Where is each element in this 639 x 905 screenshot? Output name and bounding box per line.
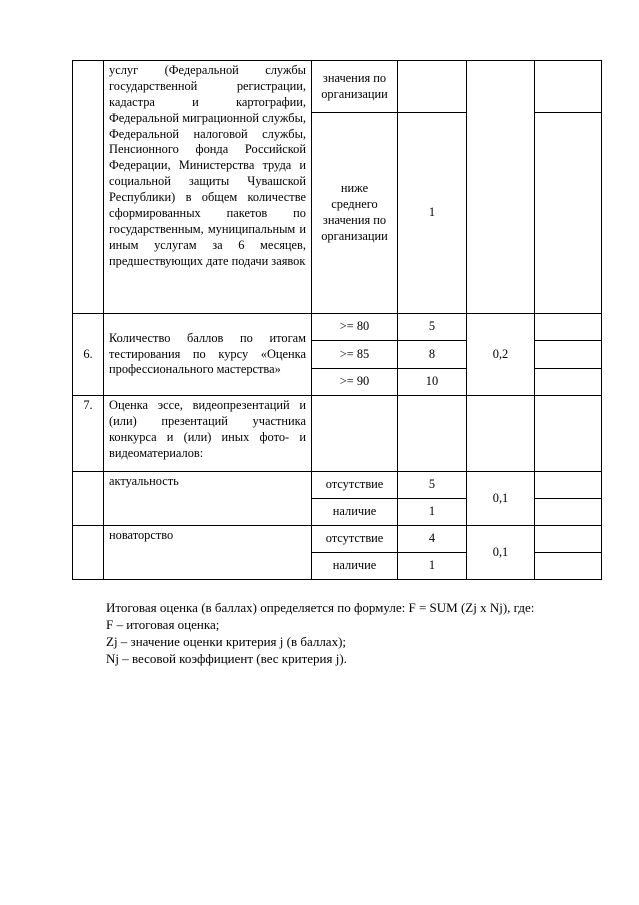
result-cell (535, 499, 602, 526)
criterion-description: Оценка эссе, видеопрезентаций и (или) презентаций участника конкурса и (или) иных фото- и видеоматериалов: (104, 396, 312, 472)
condition-cell: наличие (312, 499, 398, 526)
criteria-table (72, 60, 602, 580)
condition-cell: отсутствие (312, 472, 398, 499)
criterion-description: Количество баллов по итогам тестирования по курсу «Оценка профессионального мастерства» (104, 314, 312, 396)
criterion-description: новаторство (104, 526, 312, 580)
condition-cell: наличие (312, 553, 398, 580)
definition-line: Zj – значение оценки критерия j (в баллах); (106, 634, 347, 649)
criterion-description: услуг (Федеральной службы государственной регистрации, кадастра и картографии, Федеральной миграционной службы, Федеральной налоговой службы, Пенсионного фонда Российской Федерации, Министерства труда и социальной защиты Чувашской Республики) в общем количестве сформированных пакетов по государственным, муниципальным и иным услугам за 6 месяцев, предшествующих дате подачи заявок (104, 61, 312, 314)
definition-line: F – итоговая оценка; (106, 617, 220, 632)
condition-cell: значения по организации (312, 61, 398, 113)
formula-notes (106, 599, 586, 667)
criterion-number: 6. (73, 314, 104, 396)
result-cell (535, 472, 602, 499)
condition-cell: отсутствие (312, 526, 398, 553)
score-cell: 8 (398, 341, 467, 369)
table-row (73, 314, 602, 341)
result-cell (535, 61, 602, 113)
table-row (73, 526, 602, 553)
score-cell (398, 396, 467, 472)
weight-cell: 0,1 (467, 472, 535, 526)
score-cell: 1 (398, 553, 467, 580)
result-cell (535, 526, 602, 553)
score-cell: 1 (398, 499, 467, 526)
score-cell: 10 (398, 369, 467, 396)
condition-cell: >= 85 (312, 341, 398, 369)
table-row (73, 472, 602, 499)
score-cell (398, 61, 467, 113)
num-cell (73, 61, 104, 314)
weight-cell: 0,2 (467, 314, 535, 396)
table-row (73, 396, 602, 472)
table-row (73, 61, 602, 113)
result-cell (535, 341, 602, 369)
condition-cell (312, 396, 398, 472)
score-cell: 1 (398, 113, 467, 314)
score-cell: 4 (398, 526, 467, 553)
condition-cell: ниже среднего значения по организации (312, 113, 398, 314)
result-cell (535, 553, 602, 580)
weight-cell (467, 61, 535, 314)
num-cell (73, 472, 104, 526)
weight-cell: 0,1 (467, 526, 535, 580)
formula-line: Итоговая оценка (в баллах) определяется по формуле: F = SUM (Zj x Nj), где: (106, 600, 535, 615)
weight-cell (467, 396, 535, 472)
score-cell: 5 (398, 472, 467, 499)
criterion-number: 7. (73, 396, 104, 472)
condition-cell: >= 90 (312, 369, 398, 396)
definition-line: Nj – весовой коэффициент (вес критерия j). (106, 651, 347, 666)
result-cell (535, 396, 602, 472)
result-cell (535, 369, 602, 396)
criterion-description: актуальность (104, 472, 312, 526)
score-cell: 5 (398, 314, 467, 341)
condition-cell: >= 80 (312, 314, 398, 341)
num-cell (73, 526, 104, 580)
result-cell (535, 314, 602, 341)
result-cell (535, 113, 602, 314)
